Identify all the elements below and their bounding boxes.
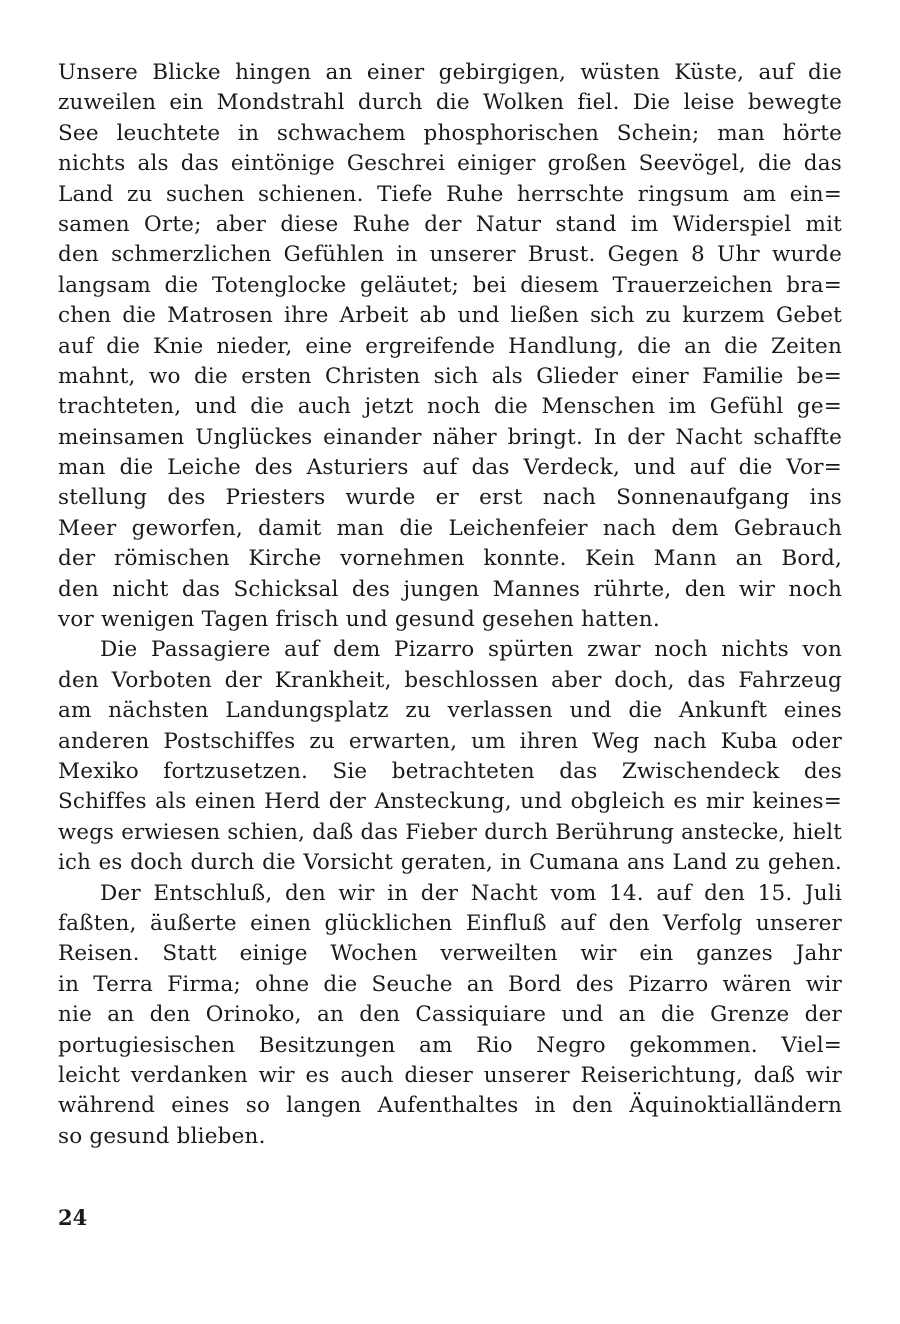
text-line: Meer geworfen, damit man die Leichenfeier nach dem Gebrauch (58, 515, 842, 541)
text-line: so gesund blieben. (58, 1123, 266, 1149)
text-line: langsam die Totenglocke geläutet; bei diesem Trauerzeichen bra= (58, 272, 842, 298)
paragraph-2 (58, 635, 842, 878)
text-line: See leuchtete in schwachem phosphorischen Schein; man hörte (58, 120, 842, 146)
text-line: faßten, äußerte einen glücklichen Einfluß auf den Verfolg unserer (58, 910, 842, 936)
text-line: am nächsten Landungsplatz zu verlassen und die Ankunft eines (58, 698, 842, 724)
text-line: trachteten, und die auch jetzt noch die Menschen im Gefühl ge= (58, 394, 842, 420)
text-line: Land zu suchen schienen. Tiefe Ruhe herrschte ringsum am ein= (58, 181, 842, 207)
text-line: auf die Knie nieder, eine ergreifende Handlung, die an die Zeiten (58, 333, 842, 359)
text-line: zuweilen ein Mondstrahl durch die Wolken fiel. Die leise bewegte (58, 90, 842, 116)
text-line: portugiesischen Besitzungen am Rio Negro gekommen. Viel= (58, 1032, 842, 1058)
text-line: den Vorboten der Krankheit, beschlossen aber doch, das Fahrzeug (58, 667, 842, 693)
text-line: nie an den Orinoko, an den Cassiquiare und an die Grenze der (58, 1002, 842, 1028)
text-line: Der Entschluß, den wir in der Nacht vom 14. auf den 15. Juli (100, 880, 842, 906)
text-line: wegs erwiesen schien, daß das Fieber durch Berührung anstecke, hielt (58, 819, 842, 845)
text-line: samen Orte; aber diese Ruhe der Natur stand im Widerspiel mit (58, 211, 842, 237)
text-line: den schmerzlichen Gefühlen in unserer Brust. Gegen 8 Uhr wurde (58, 242, 842, 268)
text-line: man die Leiche des Asturiers auf das Verdeck, und auf die Vor= (58, 455, 842, 481)
text-line: nichts als das eintönige Geschrei einiger großen Seevögel, die das (58, 151, 842, 177)
page-body (58, 58, 842, 1152)
text-line: den nicht das Schicksal des jungen Mannes rührte, den wir noch (58, 576, 842, 602)
text-line: ich es doch durch die Vorsicht geraten, in Cumana ans Land zu gehen. (58, 850, 842, 876)
text-line: leicht verdanken wir es auch dieser unserer Reiserichtung, daß wir (58, 1062, 842, 1088)
paragraph-3 (58, 879, 842, 1153)
text-line: chen die Matrosen ihre Arbeit ab und ließen sich zu kurzem Gebet (58, 303, 842, 329)
text-line: während eines so langen Aufenthaltes in den Äquinoktialländern (58, 1093, 842, 1119)
text-line: Die Passagiere auf dem Pizarro spürten zwar noch nichts von (100, 637, 842, 663)
text-line: Mexiko fortzusetzen. Sie betrachteten das Zwischendeck des (58, 758, 842, 784)
text-line: meinsamen Unglückes einander näher bringt. In der Nacht schaffte (58, 424, 842, 450)
text-line: der römischen Kirche vornehmen konnte. Kein Mann an Bord, (58, 546, 842, 572)
text-line: Reisen. Statt einige Wochen verweilten wir ein ganzes Jahr (58, 941, 842, 967)
text-line: mahnt, wo die ersten Christen sich als Glieder einer Familie be= (58, 363, 842, 389)
text-line: in Terra Firma; ohne die Seuche an Bord des Pizarro wären wir (58, 971, 842, 997)
text-line: Schiffes als einen Herd der Ansteckung, und obgleich es mir keines= (58, 789, 842, 815)
text-line: Unsere Blicke hingen an einer gebirgigen, wüsten Küste, auf die (58, 60, 842, 85)
text-line: stellung des Priesters wurde er erst nach Sonnenaufgang ins (58, 485, 842, 511)
text-line: vor wenigen Tagen frisch und gesund gesehen hatten. (58, 607, 660, 633)
page-number: 24 (58, 1205, 88, 1230)
paragraph-1 (58, 58, 842, 635)
text-line: anderen Postschiffes zu erwarten, um ihren Weg nach Kuba oder (58, 728, 842, 754)
